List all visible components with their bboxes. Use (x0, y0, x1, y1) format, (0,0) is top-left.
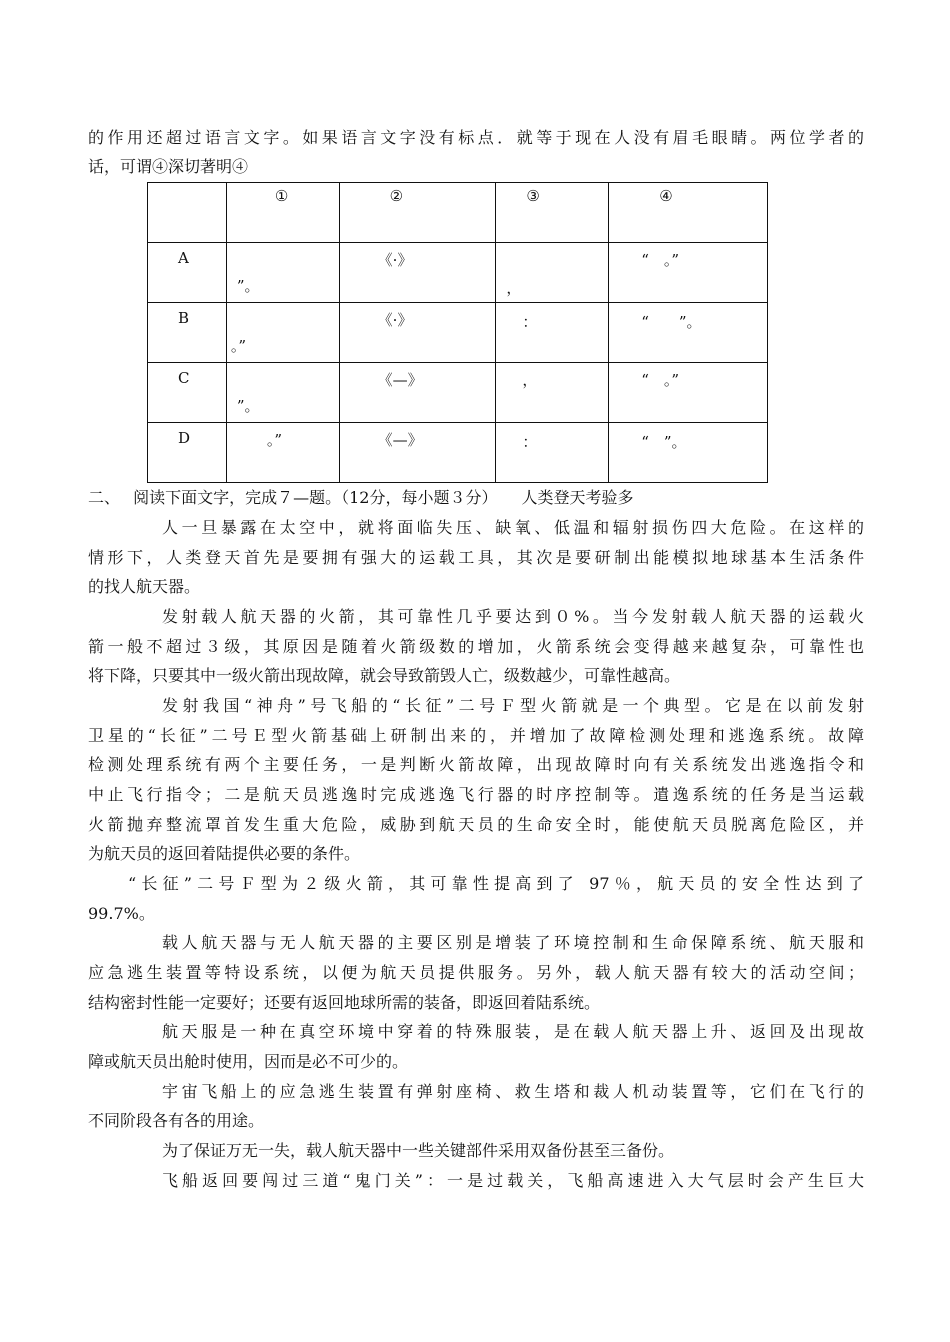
paragraph-line: 箭一般不超过３级，其原因是随着火箭级数的增加，火箭系统会变得越来越复杂，可靠性也 (88, 637, 864, 656)
options-table (147, 182, 768, 483)
row-label: B (148, 303, 227, 363)
section-heading: 二、 阅读下面文字，完成７—题。（12分，每小题３分） 人类登天考验多 (88, 488, 634, 507)
paragraph-line: 卫星的“长征”二号Ｅ型火箭基础上研制出来的，并增加了故障检测处理和逃逸系统。故障 (88, 726, 864, 745)
row-cell-2: 《·》 (339, 243, 496, 303)
paragraph-line: 检测处理系统有两个主要任务，一是判断火箭故障，出现故障时向有关系统发出逃逸指令和 (88, 755, 864, 774)
paragraph-line: 将下降，只要其中一级火箭出现故障，就会导致箭毁人亡，级数越少，可靠性越高。 (88, 666, 681, 685)
table-row (148, 243, 768, 303)
row-label: C (148, 363, 227, 423)
paragraph-line: 应急逃生装置等特设系统，以便为航天员提供服务。另外，载人航天器有较大的活动空间； (88, 963, 864, 982)
table-row (148, 423, 768, 483)
row-cell-4: “ 。” (609, 363, 768, 423)
paragraph-line: 发射载人航天器的火箭，其可靠性几乎要达到０%。当今发射载人航天器的运载火 (162, 607, 864, 626)
row-cell-4: “ 。” (609, 243, 768, 303)
row-cell-4: “ ”。 (609, 303, 768, 363)
header-cell-3: ③ (496, 183, 609, 243)
paragraph-line: 为了保证万无一失，载人航天器中一些关键部件采用双备份甚至三备份。 (162, 1141, 675, 1160)
row-cell-1: 。” (226, 423, 339, 483)
paragraph-line: 的找人航天器。 (88, 577, 201, 596)
paragraph-line: 宇宙飞船上的应急逃生装置有弹射座椅、救生塔和裁人机动装置等，它们在飞行的 (162, 1082, 864, 1101)
table-row (148, 303, 768, 363)
paragraph-line: “长征”二号Ｆ型为２级火箭，其可靠性提高到了 97％，航天员的安全性达到了 (128, 874, 864, 893)
header-cell-blank (148, 183, 227, 243)
row-cell-1: 。” (226, 303, 339, 363)
row-cell-3: ： (496, 423, 609, 483)
paragraph-line: 为航天员的返回着陆提供必要的条件。 (88, 844, 361, 863)
paragraph-line: 火箭抛弃整流罩首发生重大危险，威胁到航天员的生命安全时，能使航天员脱离危险区，并 (88, 815, 864, 834)
row-cell-3: ， (496, 243, 609, 303)
paragraph-line: 情形下，人类登天首先是要拥有强大的运载工具，其次是要研制出能模拟地球基本生活条件 (88, 548, 864, 567)
paragraph-line: 航天服是一种在真空环境中穿着的特殊服装，是在载人航天器上升、返回及出现故 (162, 1022, 864, 1041)
intro-line-2: 话，可谓④深切著明④ (88, 157, 249, 176)
row-cell-2: 《—》 (339, 423, 496, 483)
paragraph-line: 障或航天员出舱时使用，因而是必不可少的。 (88, 1052, 409, 1071)
paragraph-line: 载人航天器与无人航天器的主要区别是增装了环境控制和生命保障系统、航天服和 (162, 933, 864, 952)
header-cell-4: ④ (609, 183, 768, 243)
table-header-row (148, 183, 768, 243)
paragraph-line: 结构密封性能一定要好；还要有返回地球所需的装备，即返回着陆系统。 (88, 993, 601, 1012)
paragraph-line: 飞船返回要闯过三道“鬼门关”：一是过载关，飞船高速进入大气层时会产生巨大 (162, 1171, 864, 1190)
row-cell-3: ： (496, 303, 609, 363)
row-label: D (148, 423, 227, 483)
row-cell-1: ”。 (226, 363, 339, 423)
paragraph-line: 人一旦暴露在太空中，就将面临失压、缺氧、低温和辐射损伤四大危险。在这样的 (162, 518, 864, 537)
paragraph-line: 99.7%。 (88, 904, 155, 923)
table-row (148, 363, 768, 423)
paragraph-line: 发射我国“神舟”号飞船的“长征”二号Ｆ型火箭就是一个典型。它是在以前发射 (162, 696, 864, 715)
paragraph-line: 中止飞行指令；二是航天员逃逸时完成逃逸飞行器的时序控制等。遣逸系统的任务是当运载 (88, 785, 864, 804)
row-cell-2: 《—》 (339, 363, 496, 423)
intro-line-1: 的作用还超过语言文字。如果语言文字没有标点．就等于现在人没有眉毛眼睛。两位学者的 (88, 128, 864, 147)
header-cell-1: ① (226, 183, 339, 243)
row-cell-4: “ ”。 (609, 423, 768, 483)
paragraph-line: 不同阶段各有各的用途。 (88, 1111, 265, 1130)
row-cell-2: 《·》 (339, 303, 496, 363)
row-cell-3: ， (496, 363, 609, 423)
row-cell-1: ”。 (226, 243, 339, 303)
row-label: A (148, 243, 227, 303)
header-cell-2: ② (339, 183, 496, 243)
